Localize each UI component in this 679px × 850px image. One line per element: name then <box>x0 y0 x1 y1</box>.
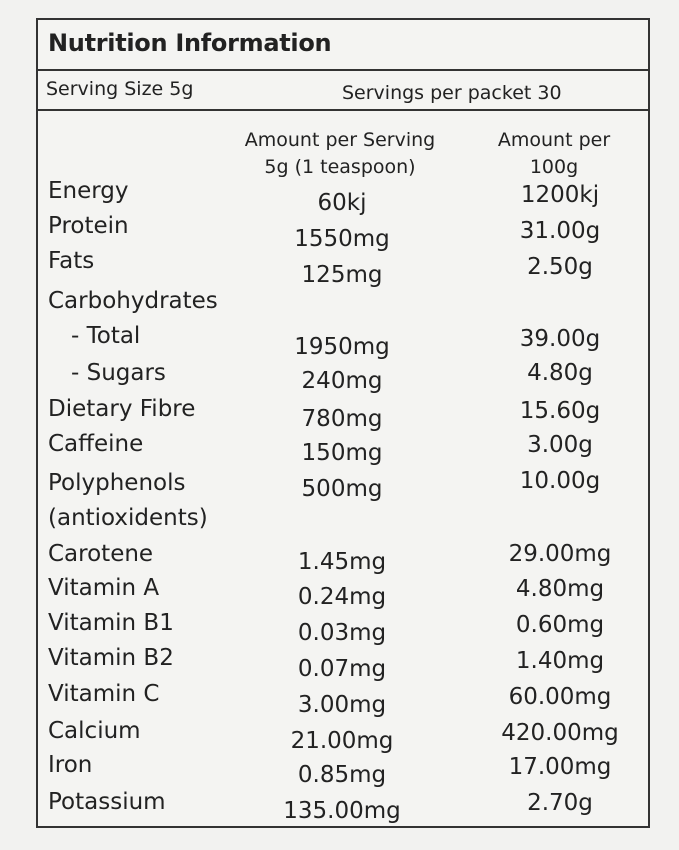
amount-per-100g: 2.50g <box>527 254 593 280</box>
column-header-per-100g <box>486 127 622 181</box>
column-header-per-100g-line1: Amount per <box>497 129 611 151</box>
amount-per-serving: 1550mg <box>294 226 390 252</box>
amount-per-100g: 2.70g <box>527 790 593 816</box>
amount-per-serving: 135.00mg <box>283 798 401 824</box>
column-header-per-serving-line1: Amount per Serving <box>244 129 436 151</box>
amount-per-100g: 15.60g <box>519 398 601 424</box>
amount-per-100g: 60.00mg <box>508 684 612 710</box>
amount-per-100g: 29.00mg <box>508 541 612 567</box>
amount-per-serving: 0.85mg <box>297 762 387 788</box>
amount-per-100g: 31.00g <box>519 218 601 244</box>
nutrient-name: Polyphenols <box>48 470 186 496</box>
serving-size: Serving Size 5g <box>46 78 194 100</box>
nutrient-name: Carbohydrates <box>48 288 218 314</box>
nutrient-name: Vitamin C <box>48 681 160 707</box>
nutrient-name: Carotene <box>48 541 154 567</box>
nutrient-name: Calcium <box>48 718 141 744</box>
column-header-per-100g-line2: 100g <box>529 156 579 178</box>
title-row <box>38 20 648 71</box>
nutrient-name: Protein <box>48 213 129 239</box>
nutrient-name: - Total <box>71 323 141 349</box>
nutrient-name: - Sugars <box>71 360 166 386</box>
amount-per-100g: 39.00g <box>519 326 601 352</box>
amount-per-serving: 60kj <box>317 190 367 216</box>
nutrition-panel <box>36 18 650 828</box>
amount-per-serving: 0.03mg <box>297 620 387 646</box>
amount-per-serving: 1.45mg <box>297 549 387 575</box>
amount-per-100g: 4.80g <box>527 360 593 386</box>
servings-per-packet: Servings per packet 30 <box>342 82 562 104</box>
amount-per-serving: 125mg <box>301 262 383 288</box>
amount-per-100g: 0.60mg <box>515 612 605 638</box>
nutrient-name: Vitamin B1 <box>48 610 174 636</box>
nutrient-name: Vitamin B2 <box>48 645 174 671</box>
column-header-per-serving <box>228 127 452 181</box>
amount-per-serving: 1950mg <box>294 334 390 360</box>
nutrient-name: Caffeine <box>48 431 144 457</box>
amount-per-100g: 1200kj <box>520 182 600 208</box>
nutrient-name: Dietary Fibre <box>48 396 196 422</box>
amount-per-serving: 240mg <box>301 368 383 394</box>
amount-per-serving: 0.07mg <box>297 656 387 682</box>
amount-per-serving: 0.24mg <box>297 584 387 610</box>
amount-per-100g: 10.00g <box>519 468 601 494</box>
amount-per-serving: 780mg <box>301 406 383 432</box>
nutrient-name: Vitamin A <box>48 575 160 601</box>
amount-per-100g: 4.80mg <box>515 576 605 602</box>
nutrient-name: (antioxidents) <box>48 505 208 531</box>
amount-per-serving: 500mg <box>301 476 383 502</box>
amount-per-serving: 21.00mg <box>290 728 394 754</box>
nutrient-name: Fats <box>48 248 95 274</box>
amount-per-serving: 3.00mg <box>297 692 387 718</box>
amount-per-100g: 17.00mg <box>508 754 612 780</box>
nutrient-name: Energy <box>48 178 129 204</box>
amount-per-100g: 1.40mg <box>515 648 605 674</box>
nutrient-name: Potassium <box>48 789 166 815</box>
amount-per-100g: 420.00mg <box>501 720 619 746</box>
panel-title: Nutrition Information <box>48 29 332 57</box>
column-header-per-serving-line2: 5g (1 teaspoon) <box>264 156 416 178</box>
amount-per-serving: 150mg <box>301 440 383 466</box>
serving-row <box>38 69 648 111</box>
nutrient-name: Iron <box>48 752 93 778</box>
amount-per-100g: 3.00g <box>527 432 593 458</box>
